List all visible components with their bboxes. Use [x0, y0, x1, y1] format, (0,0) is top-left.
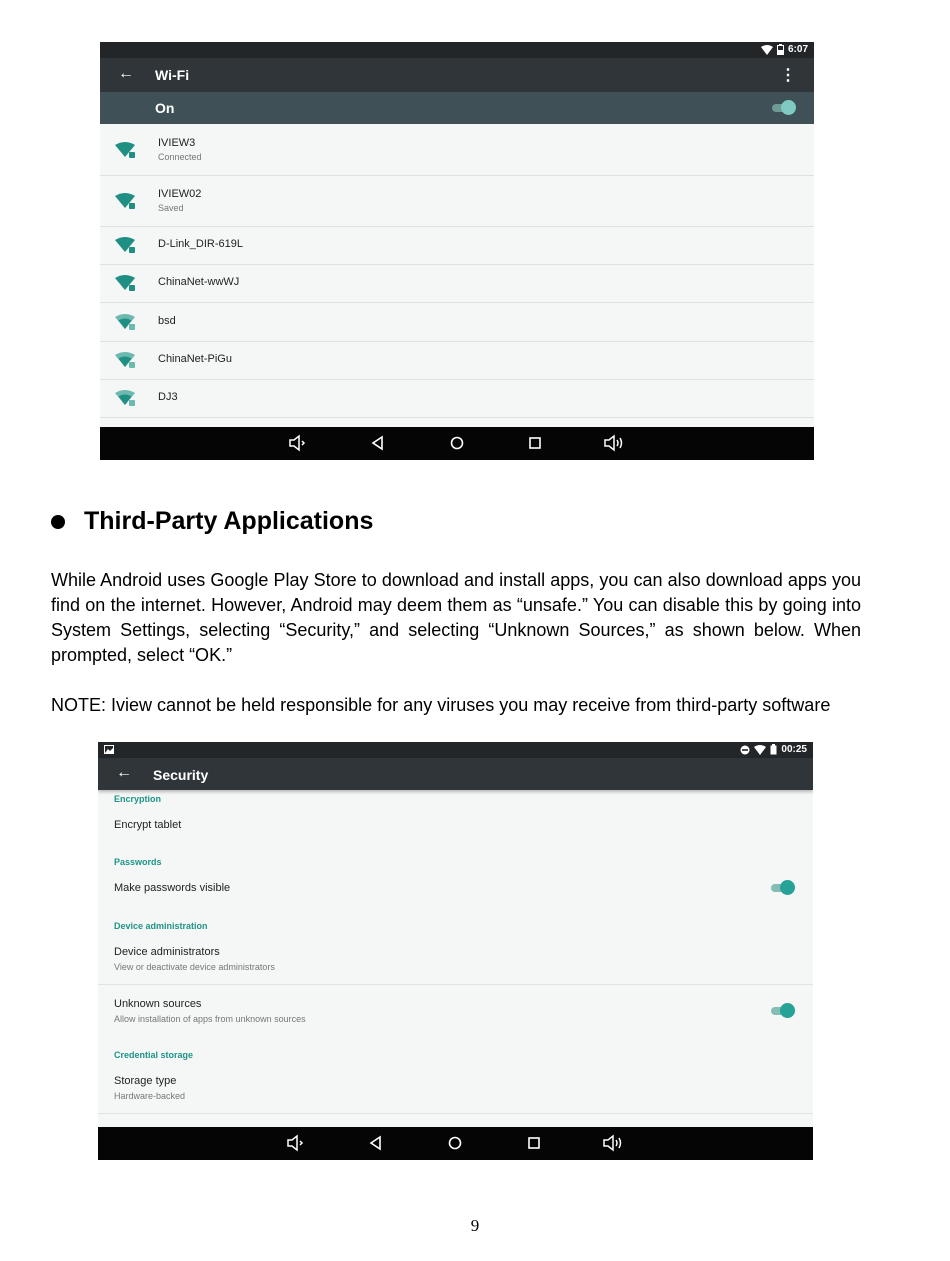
network-item[interactable]	[100, 226, 814, 265]
navigation-bar	[100, 427, 814, 460]
network-item[interactable]	[100, 264, 814, 303]
unknown-sources-subtitle: Allow installation of apps from unknown sources	[114, 1014, 306, 1024]
network-item[interactable]	[100, 124, 814, 176]
network-item[interactable]	[100, 341, 814, 380]
wifi-signal-icon	[114, 388, 138, 408]
network-name: IVIEW3	[158, 136, 196, 149]
network-name: D-Link_DIR-619L	[158, 238, 243, 250]
divider	[98, 984, 813, 985]
note-paragraph: NOTE: Iview cannot be held responsible for any viruses you may receive from third-party software	[51, 695, 831, 715]
storage-type-item[interactable]: Storage type	[114, 1075, 177, 1087]
volume-up-icon[interactable]	[601, 1133, 625, 1153]
network-name: ChinaNet-wwWJ	[158, 276, 240, 288]
security-screenshot	[98, 742, 813, 1160]
wifi-signal-icon	[114, 191, 138, 211]
device-administrators-item[interactable]: Device administrators	[114, 946, 220, 958]
make-passwords-visible-item[interactable]: Make passwords visible	[114, 882, 231, 894]
status-bar	[98, 742, 813, 758]
encrypt-tablet-item[interactable]: Encrypt tablet	[114, 819, 182, 831]
back-nav-icon[interactable]	[364, 1133, 388, 1153]
wifi-signal-icon	[114, 235, 138, 255]
navigation-bar	[98, 1127, 813, 1160]
network-status: Connected	[158, 151, 202, 162]
network-item[interactable]	[100, 175, 814, 227]
status-time: 00:25	[781, 744, 807, 755]
bullet-icon	[51, 515, 65, 529]
network-item[interactable]	[100, 379, 814, 418]
wifi-toggle-bar[interactable]	[100, 92, 814, 124]
unknown-sources-toggle[interactable]	[771, 1003, 793, 1019]
wifi-status-icon	[761, 45, 773, 55]
wifi-toggle-switch[interactable]	[772, 100, 794, 116]
battery-icon	[777, 44, 784, 55]
credential-storage-header: Credential storage	[114, 1050, 194, 1060]
page-number: 9	[470, 1216, 480, 1235]
divider	[98, 1113, 813, 1114]
storage-type-subtitle: Hardware-backed	[114, 1091, 186, 1101]
back-arrow-icon[interactable]: ←	[118, 65, 134, 82]
gallery-notification-icon	[104, 745, 114, 757]
recents-nav-icon[interactable]	[523, 433, 547, 453]
section-heading	[51, 507, 373, 536]
home-nav-icon[interactable]	[445, 433, 469, 453]
wifi-screenshot	[100, 42, 814, 460]
wifi-signal-icon	[114, 312, 138, 332]
wifi-signal-icon	[114, 140, 138, 160]
security-app-bar	[98, 758, 813, 790]
volume-down-icon[interactable]	[286, 433, 310, 453]
home-nav-icon[interactable]	[443, 1133, 467, 1153]
wifi-toggle-label: On	[155, 100, 175, 116]
passwords-visible-toggle[interactable]	[771, 880, 793, 896]
back-nav-icon[interactable]	[366, 433, 390, 453]
wifi-status-icon	[754, 745, 766, 755]
recents-nav-icon[interactable]	[522, 1133, 546, 1153]
section-title: Third-Party Applications	[84, 507, 374, 535]
wifi-signal-icon	[114, 273, 138, 293]
network-item[interactable]	[100, 303, 814, 342]
status-time: 6:07	[787, 44, 808, 55]
encryption-header: Encryption	[114, 794, 162, 804]
network-name: IVIEW02	[158, 187, 202, 200]
status-bar	[100, 42, 814, 58]
passwords-header: Passwords	[114, 857, 162, 867]
device-administrators-subtitle: View or deactivate device administrators	[114, 962, 275, 972]
network-name: DJ3	[158, 391, 178, 403]
network-name: ChinaNet-PiGu	[158, 353, 232, 365]
back-arrow-icon[interactable]: ←	[116, 764, 132, 781]
device-administration-header: Device administration	[114, 921, 208, 931]
unknown-sources-item[interactable]: Unknown sources	[114, 998, 202, 1010]
wifi-app-bar	[100, 58, 814, 92]
wifi-signal-icon	[114, 350, 138, 370]
body-paragraph: While Android uses Google Play Store to download and install apps, you can also download apps you find on the internet. However, Android may deem them as “unsafe.” You can disable this by going into System Settings, selecting “Security,” and selecting “Unknown Sources,” as shown below. When prompted, select “OK.”	[51, 570, 861, 665]
do-not-disturb-icon	[740, 745, 750, 755]
volume-down-icon[interactable]	[284, 1133, 308, 1153]
volume-up-icon[interactable]	[602, 433, 626, 453]
wifi-title: Wi-Fi	[155, 67, 190, 83]
security-title: Security	[153, 767, 209, 783]
network-status: Saved	[158, 202, 184, 213]
network-name: bsd	[158, 315, 176, 327]
more-options-icon[interactable]: ⋮	[780, 67, 796, 84]
battery-icon	[770, 744, 777, 755]
